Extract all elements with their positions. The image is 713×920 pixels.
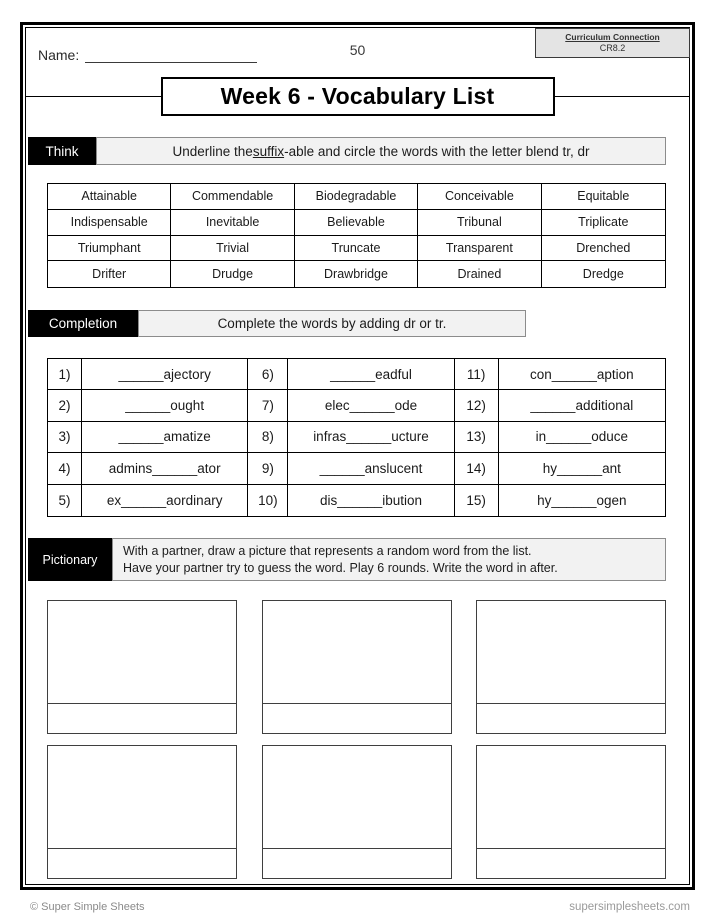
completion-word-cell: hy______ant [499,453,665,484]
completion-word-cell: con______aption [499,359,665,390]
pictionary-drawing-area [477,746,665,848]
word-cell: Dredge [582,267,624,282]
word-cell: Drudge [171,261,294,287]
pictionary-word-line [48,703,236,733]
word-cell: Triplicate [542,210,665,236]
pictionary-drawing-area [48,601,236,703]
think-instruction-suffix-word: suffix [252,143,285,159]
completion-word-cell: ______ajectory [82,359,248,390]
word-cell: Transparent [418,236,541,262]
completion-word-cell: dis______ibution [288,485,454,516]
completion-word-cell: admins______ator [82,453,248,484]
completion-number-cell: 7) [248,390,288,421]
completion-word-cell: elec______ode [288,390,454,421]
curriculum-badge [535,28,690,58]
pictionary-drawing-area [263,601,451,703]
word-cell: Attainable [48,184,171,210]
curriculum-badge-title: Curriculum Connection [565,32,660,42]
title-box [161,77,555,116]
page-number: 50 [349,42,366,58]
completion-number-cell: 12) [455,390,499,421]
pictionary-box [476,745,666,879]
pictionary-box-grid [47,600,666,879]
pictionary-word-line [48,848,236,878]
pictionary-box [262,745,452,879]
word-cell: Triumphant [48,236,171,262]
word-cell: Indispensable [48,210,171,236]
pictionary-box [47,745,237,879]
completion-word-cell: hy______ogen [537,492,627,508]
pictionary-word-line [477,703,665,733]
word-cell: Drifter [48,261,171,287]
think-section-header [28,137,666,165]
pictionary-box [476,600,666,734]
completion-word-cell: ______additional [499,390,665,421]
pictionary-box-row [47,600,666,734]
word-cell: Conceivable [418,184,541,210]
word-cell: Equitable [542,184,665,210]
think-instruction-pre: Underline the [172,143,253,159]
pictionary-section-label: Pictionary [28,538,112,581]
think-instruction-post: -able and circle the words with the letter blend tr, dr [284,143,590,159]
vocabulary-word-table [47,183,666,288]
completion-number-cell: 3) [48,422,82,453]
pictionary-drawing-area [48,746,236,848]
word-cell: Drawbridge [295,261,418,287]
completion-number-cell: 8) [248,422,288,453]
completion-number-cell: 1) [48,359,82,390]
completion-word-cell: in______oduce [499,422,665,453]
completion-number-cell: 15) [455,485,499,516]
completion-word-cell: infras______ucture [288,422,454,453]
pictionary-box-row [47,745,666,879]
completion-section-header [28,310,526,337]
pictionary-drawing-area [263,746,451,848]
completion-number-cell: 4) [48,453,82,484]
page-border [20,22,695,890]
completion-word-cell: ______ought [82,390,248,421]
completion-number-cell: 9) [248,453,288,484]
completion-number-cell: 5) [48,485,82,516]
completion-number-cell: 14) [455,453,499,484]
completion-instruction: Complete the words by adding dr or tr. [138,310,526,337]
pictionary-word-line [477,848,665,878]
pictionary-instruction-line2: Have your partner try to guess the word. Play 6 rounds. Write the word in after. [123,560,558,575]
completion-table [47,358,666,517]
page-border-inner [25,27,690,885]
think-instruction [96,137,666,165]
word-cell: Truncate [295,236,418,262]
word-cell: Tribunal [418,210,541,236]
word-cell: Drenched [542,236,665,262]
worksheet-title: Week 6 - Vocabulary List [220,83,495,109]
pictionary-instruction [112,538,666,581]
pictionary-section-header [28,538,666,581]
word-cell: Biodegradable [295,184,418,210]
completion-section-label: Completion [28,310,138,337]
completion-word-cell: ______amatize [82,422,248,453]
pictionary-instruction-line1: With a partner, draw a picture that represents a random word from the list. [123,543,532,558]
pictionary-drawing-area [477,601,665,703]
word-cell: Trivial [171,236,294,262]
pictionary-word-line [263,703,451,733]
pictionary-word-line [263,848,451,878]
curriculum-badge-code: CR8.2 [599,43,626,53]
word-cell: Inevitable [171,210,294,236]
footer-copyright: © Super Simple Sheets [30,901,145,913]
name-label: Name: [38,47,80,63]
completion-word-cell: ______eadful [288,359,454,390]
footer [30,901,690,913]
completion-number-cell: 13) [455,422,499,453]
pictionary-box [262,600,452,734]
footer-website: supersimplesheets.com [569,901,690,913]
word-cell: Believable [295,210,418,236]
completion-word-cell: ______anslucent [288,453,454,484]
pictionary-box [47,600,237,734]
word-cell: Drained [418,261,541,287]
word-cell: Commendable [171,184,294,210]
completion-word-cell: ex______aordinary [82,485,248,516]
think-section-label: Think [28,137,96,165]
completion-number-cell: 10) [248,485,288,516]
completion-number-cell: 6) [248,359,288,390]
completion-number-cell: 11) [455,359,499,390]
completion-number-cell: 2) [48,390,82,421]
